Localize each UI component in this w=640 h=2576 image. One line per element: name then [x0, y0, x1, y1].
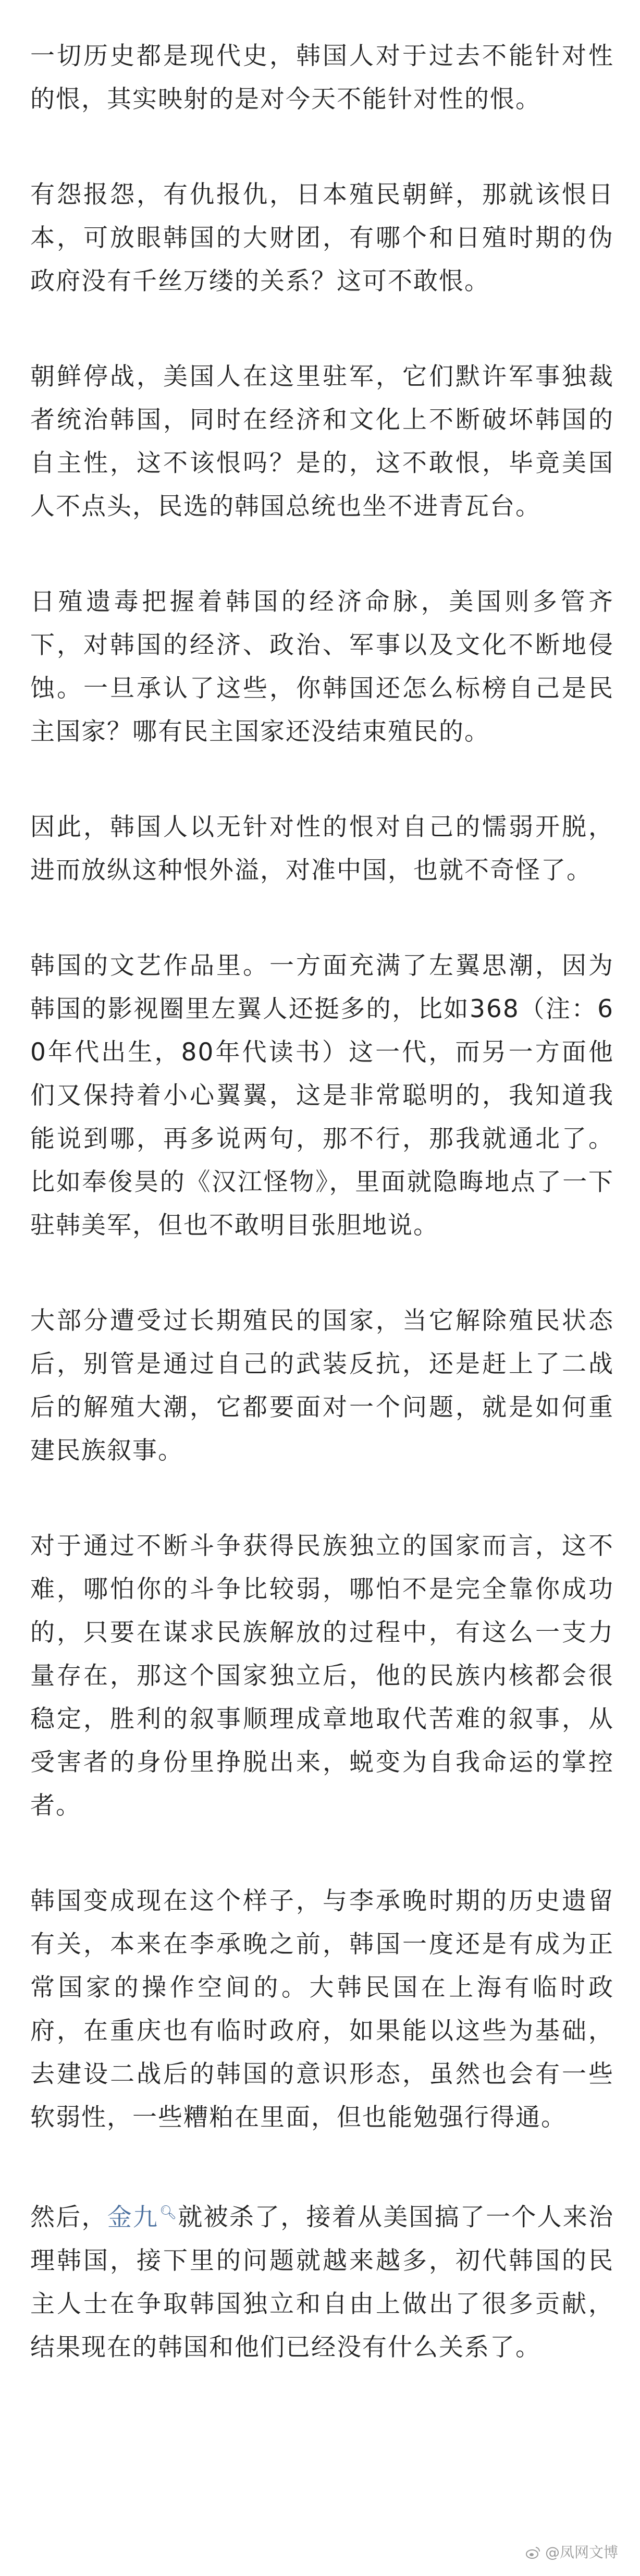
- paragraph: 有怨报怨，有仇报仇，日本殖民朝鲜，那就该恨日本，可放眼韩国的大财团，有哪个和日殖时期的伪政府没有千丝万缕的关系？这可不敢恨。: [30, 180, 614, 296]
- paragraph: 对于通过不断斗争获得民族独立的国家而言，这不难，哪怕你的斗争比较弱，哪怕不是完全靠你成功的，只要在谋求民族解放的过程中，有这么一支力量存在，那这个国家独立后，他的民族内核都会很稳定，胜利的叙事顺理成章地取代苦难的叙事，从受害者的身份里挣脱出来，蜕变为自我命运的掌控者。: [30, 1532, 614, 1820]
- paragraph: 日殖遗毒把握着韩国的经济命脉，美国则多管齐下，对韩国的经济、政治、军事以及文化不断地侵蚀。一旦承认了这些，你韩国还怎么标榜自己是民主国家？哪有民主国家还没结束殖民的。: [30, 588, 614, 746]
- paragraph: 大部分遭受过长期殖民的国家，当它解除殖民状态后，别管是通过自己的武装反抗，还是赶上了二战后的解殖大潮，它都要面对一个问题，就是如何重建民族叙事。: [30, 1307, 614, 1465]
- search-icon: 🔍︎: [159, 2205, 178, 2220]
- paragraph: 韩国的文艺作品里。一方面充满了左翼思潮，因为韩国的影视圈里左翼人还挺多的，比如368（注：60年代出生，80年代读书）这一代，而另一方面他们又保持着小心翼翼，这是非常聪明的，我知道我能说到哪，再多说两句，那不行，那我就通北了。比如奉俊昊的《汉江怪物》，里面就隐晦地点了一下驻韩美军，但也不敢明目张胆地说。: [30, 951, 614, 1240]
- paragraph-last: [30, 2191, 614, 2369]
- paragraph: 朝鲜停战，美国人在这里驻军，它们默许军事独裁者统治韩国，同时在经济和文化上不断破坏韩国的自主性，这不该恨吗？是的，这不敢恨，毕竟美国人不点头，民选的韩国总统也坐不进青瓦台。: [30, 362, 614, 521]
- weibo-logo-icon: [525, 2545, 541, 2560]
- watermark-text: @凤网文博: [545, 2544, 618, 2561]
- watermark: [525, 2543, 618, 2562]
- keyword-link-text: 金九: [107, 2203, 159, 2232]
- paragraph-text-before: 然后，: [30, 2203, 107, 2232]
- paragraph: 因此，韩国人以无针对性的恨对自己的懦弱开脱，进而放纵这种恨外溢，对准中国，也就不奇怪了。: [30, 813, 614, 885]
- paragraph-text-after: 就被杀了，接着从美国搞了一个人来治理韩国，接下里的问题就越来越多，初代韩国的民主人士在争取韩国独立和自由上做出了很多贡献，结果现在的韩国和他们已经没有什么关系了。: [30, 2203, 614, 2362]
- keyword-link[interactable]: [107, 2203, 178, 2232]
- paragraph: 韩国变成现在这个样子，与李承晚时期的历史遗留有关，本来在李承晚之前，韩国一度还是有成为正常国家的操作空间的。大韩民国在上海有临时政府，在重庆也有临时政府，如果能以这些为基础，去建设二战后的韩国的意识形态，虽然也会有一些软弱性，一些糟粕在里面，但也能勉强行得通。: [30, 1887, 614, 2132]
- paragraph: 一切历史都是现代史，韩国人对于过去不能针对性的恨，其实映射的是对今天不能针对性的恨。: [30, 42, 614, 114]
